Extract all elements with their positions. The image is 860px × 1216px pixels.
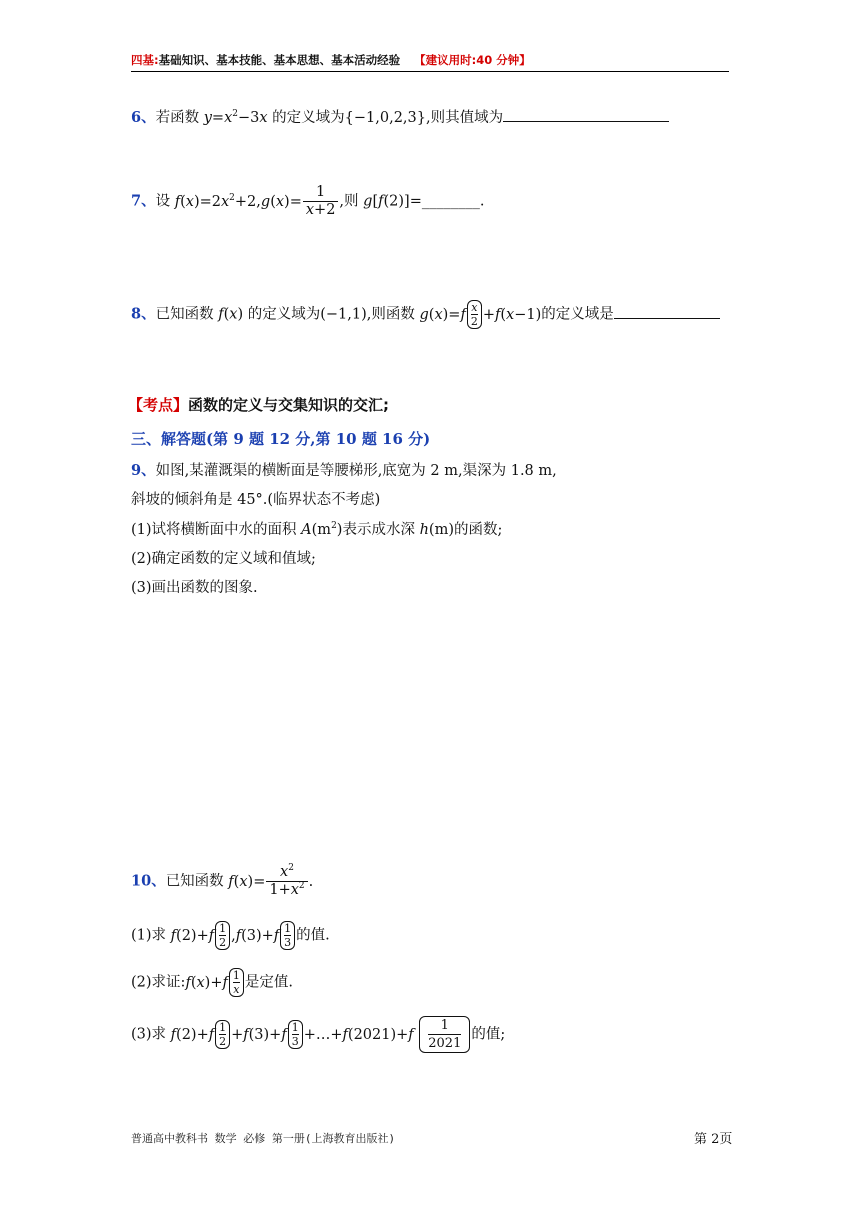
question-9: 9、如图,某灌溉渠的横断面是等腰梯形,底宽为 2 m,渠深为 1.8 m, xyxy=(131,462,557,479)
formula: $f(x)=2x^2+2$ xyxy=(174,192,257,210)
question-number: 10 xyxy=(131,872,152,890)
formula: g(x)=f $\frac{x}{2}$ +f(x−1) xyxy=(419,301,542,328)
header-prefix: 四基: xyxy=(131,53,159,67)
bracket-fraction: $\frac{x}{2}$ xyxy=(467,300,482,329)
footer-book-title: 普通高中教科书 数学 必修 第一册(上海教育出版社) xyxy=(131,1132,396,1145)
question-9-part3: (3)画出函数的图象. xyxy=(131,580,258,596)
question-number: 6 xyxy=(131,109,142,126)
question-9-line2: 斜坡的倾斜角是 45°.(临界状态不考虑) xyxy=(131,492,381,508)
header-rule xyxy=(131,71,729,72)
question-number: 9 xyxy=(131,462,142,479)
header-time-hint: 【建议用时:40 分钟】 xyxy=(414,53,531,67)
formula: $A(m^2)$ xyxy=(301,521,343,538)
question-8: 8、已知函数 f(x) 的定义域为(−1,1),则函数 g(x)=f $\frac{x}{2}$ +f(x−1)的定义域是 xyxy=(131,300,720,329)
footer-page-number: 第 2页 xyxy=(694,1132,733,1147)
formula: f(x) xyxy=(218,306,244,323)
question-number: 8 xyxy=(131,305,142,323)
fraction: $\frac{x^2}{1+x^2}$ xyxy=(266,864,307,899)
bracket-fraction: $\frac{1}{3}$ xyxy=(288,1020,303,1049)
page-header xyxy=(131,52,531,68)
bracket-fraction: $\frac{1}{2021}$ xyxy=(419,1016,470,1053)
question-9-part1: (1)试将横断面中水的面积 $A(m^2)$表示成水深 h(m)的函数; xyxy=(131,521,503,538)
formula: f(2)+f $\frac{1}{2}$ +f(3)+f $\frac{1}{3}$ +…+f(2021)+f $\frac{1}{2021}$ xyxy=(171,1027,472,1043)
answer-blank[interactable] xyxy=(503,109,669,122)
question-10: 10、已知函数 f(x)= $\frac{x^2}{1+x^2}$ . xyxy=(131,863,314,898)
formula: g[f(2)] xyxy=(363,193,410,210)
formula: f(2)+f $\frac{1}{2}$ ,f(3)+f $\frac{1}{3}$ xyxy=(171,928,297,944)
question-10-part3: (3)求 f(2)+f $\frac{1}{2}$ +f(3)+f $\frac{1}{3}$ +…+f(2021)+f $\frac{1}{2021}$ 的值; xyxy=(131,1018,506,1051)
fraction: $\frac{1}{x+2}$ xyxy=(303,184,339,219)
answer-blank[interactable] xyxy=(614,306,720,319)
topic-point: 【考点】函数的定义与交集知识的交汇; xyxy=(128,396,390,414)
question-9-part2: (2)确定函数的定义域和值域; xyxy=(131,551,316,567)
formula: f(x)+f $\frac{1}{x}$ xyxy=(185,975,244,991)
bracket-fraction: $\frac{1}{2}$ xyxy=(215,921,230,950)
question-7: 7、设 $f(x)=2x^2+2,g(x)=$ $\frac{1}{x+2}$ ,则 g[f(2)]=________. xyxy=(131,184,485,218)
bracket-fraction: $\frac{1}{3}$ xyxy=(280,921,295,950)
question-10-part2: (2)求证:f(x)+f $\frac{1}{x}$ 是定值. xyxy=(131,969,293,996)
bracket-fraction: $\frac{1}{2}$ xyxy=(215,1020,230,1049)
formula: h(m) xyxy=(419,522,454,538)
formula: $y=x^2-3x$ xyxy=(203,109,268,126)
question-10-part1: (1)求 f(2)+f $\frac{1}{2}$ ,f(3)+f $\frac{1}{3}$ 的值. xyxy=(131,922,330,949)
question-number: 7 xyxy=(131,192,142,210)
bracket-fraction: $\frac{1}{x}$ xyxy=(229,968,244,997)
question-6: 6、若函数 $y=x^2-3x$ 的定义域为{−1,0,2,3},则其值域为 xyxy=(131,106,669,127)
formula: g(x)= $\frac{1}{x+2}$ xyxy=(261,194,340,210)
section-title: 三、解答题(第 9 题 12 分,第 10 题 16 分) xyxy=(131,430,431,448)
header-subjects: 基础知识、基本技能、基本思想、基本活动经验 xyxy=(158,53,401,67)
formula: f(x)= $\frac{x^2}{1+x^2}$ . xyxy=(228,863,314,898)
